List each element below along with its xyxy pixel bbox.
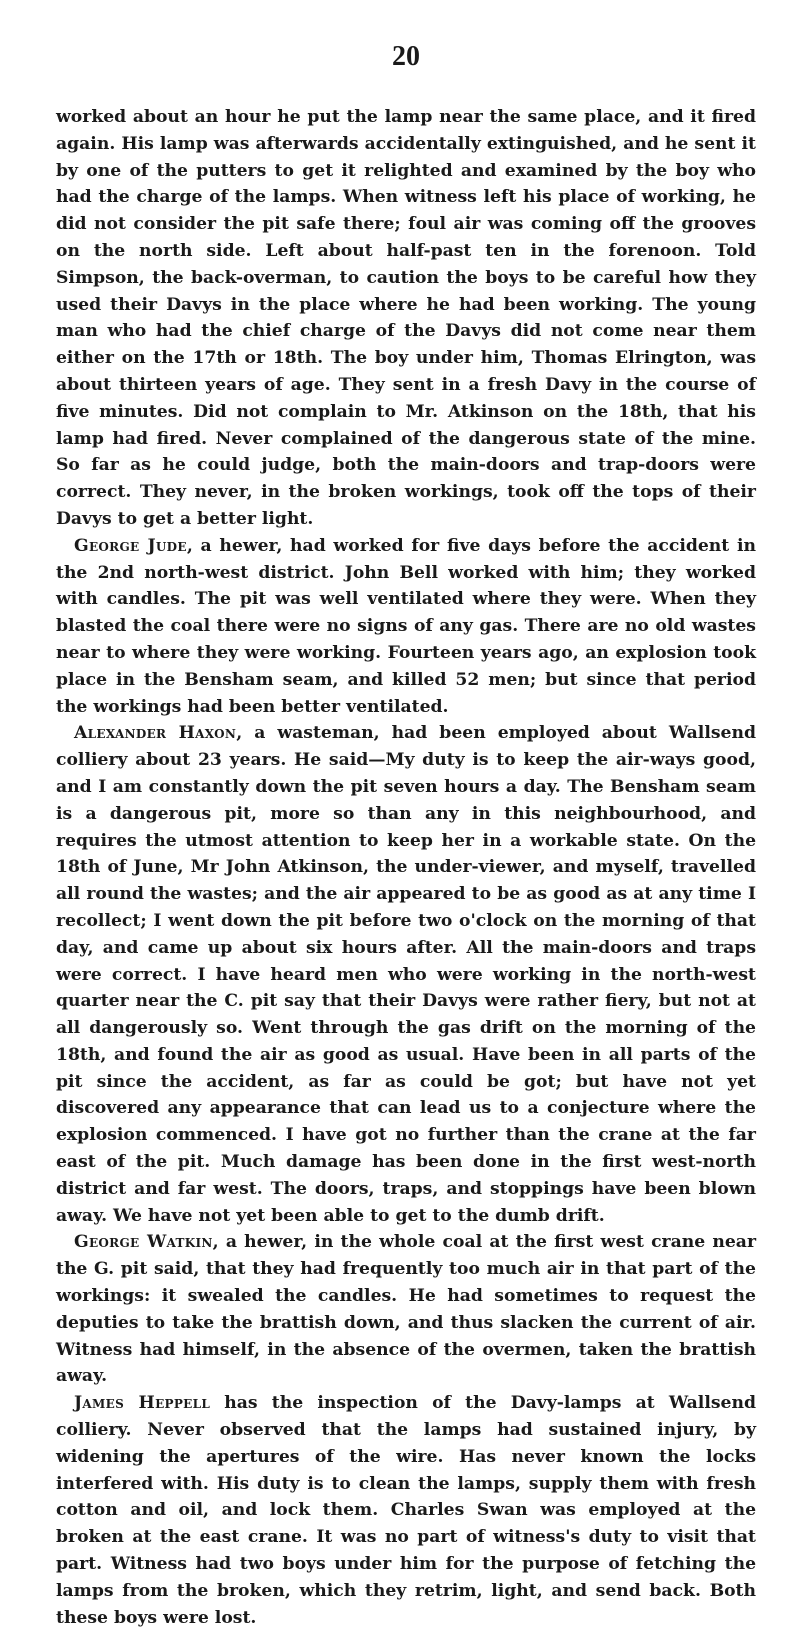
page-number: 20 xyxy=(392,41,420,72)
paragraph-4 xyxy=(56,1229,756,1390)
paragraph-text: has the inspection of the Davy-lamps at Wallsend colliery. Never observed that the lamps had sustained injury, by widening the apertures of the wire. Has never known the locks interfered with. His duty is to clean the lamps, supply them with fresh cotton and oil, and lock them. Charles Swan was employed at the broken at the east crane. It was no part of witness's duty to visit that part. Witness had two boys under him for the purpose of fetching the lamps from the broken, which they retrim, light, and send back. Both these boys were lost. xyxy=(56,1393,756,1628)
paragraph-text: , a wasteman, had been employed about Wallsend colliery about 23 years. He said—My duty is to keep the air-ways good, and I am constantly down the pit seven hours a day. The Bensham seam is a dangerous pit, more so than any in this neighbourhood, and requires the utmost attention to keep her in a workable state. On the 18th of June, Mr John Atkinson, the under-viewer, and myself, travelled all round the wastes; and the air appeared to be as good as at any time I recollect; I went down the pit before two o'clock on the morning of that day, and came up about six hours after. All the main-doors and traps were correct. I have heard men who were working in the north-west quarter near the C. pit say that their Davys were rather fiery, but not at all dangerously so. Went through the gas drift on the morning of the 18th, and found the air as good as usual. Have been in all parts of the pit since the accident, as far as could be got; but have not yet discovered any appearance that can lead us to a conjecture where the explosion commenced. I have got no further than the crane at the far east of the pit. Much damage has been done in the first west-north district and far west. The doors, traps, and stoppings have been blown away. We have not yet been able to get to the dumb drift. xyxy=(56,723,756,1226)
paragraph-3 xyxy=(56,720,756,1229)
paragraph-text: , a hewer, in the whole coal at the first west crane near the G. pit said, that they had frequently too much air in that part of the workings: it swealed the candles. He had sometimes to request the deputies to take the brattish down, and thus slacken the current of air. Witness had himself, in the absence of the overmen, taken the brattish away. xyxy=(56,1232,756,1387)
paragraph-2 xyxy=(56,533,756,721)
paragraph-text: , a hewer, had worked for five days before the accident in the 2nd north-west district. John Bell worked with him; they worked with candles. The pit was well ventilated where they were. When they blasted the coal there were no signs of any gas. There are no old wastes near to where they were working. Fourteen years ago, an explosion took place in the Bensham seam, and killed 52 men; but since that period the workings had been better ventilated. xyxy=(56,535,756,717)
witness-name: George Jude xyxy=(74,535,187,556)
body-text xyxy=(56,104,756,1631)
witness-name: George Watkin xyxy=(74,1232,213,1253)
witness-name: James Heppell xyxy=(74,1393,211,1414)
paragraph-5 xyxy=(56,1390,756,1631)
paragraph-text: worked about an hour he put the lamp near the same place, and it fired again. His lamp was afterwards accidentally extinguished, and he sent it by one of the putters to get it relighted and examined by the boy who had the charge of the lamps. When witness left his place of working, he did not consider the pit safe there; foul air was coming off the grooves on the north side. Left about half-past ten in the forenoon. Told Simpson, the back-overman, to caution the boys to be careful how they used their Davys in the place where he had been working. The young man who had the chief charge of the Davys did not come near them either on the 17th or 18th. The boy under him, Thomas Elrington, was about thirteen years of age. They sent in a fresh Davy in the course of five minutes. Did not complain to Mr. Atkinson on the 18th, that his lamp had fired. Never complained of the dangerous state of the mine. So far as he could judge, both the main-doors and trap-doors were correct. They never, in the broken workings, took off the tops of their Davys to get a better light. xyxy=(56,107,756,529)
paragraph-1 xyxy=(56,104,756,533)
witness-name: Alexander Haxon xyxy=(74,723,237,744)
